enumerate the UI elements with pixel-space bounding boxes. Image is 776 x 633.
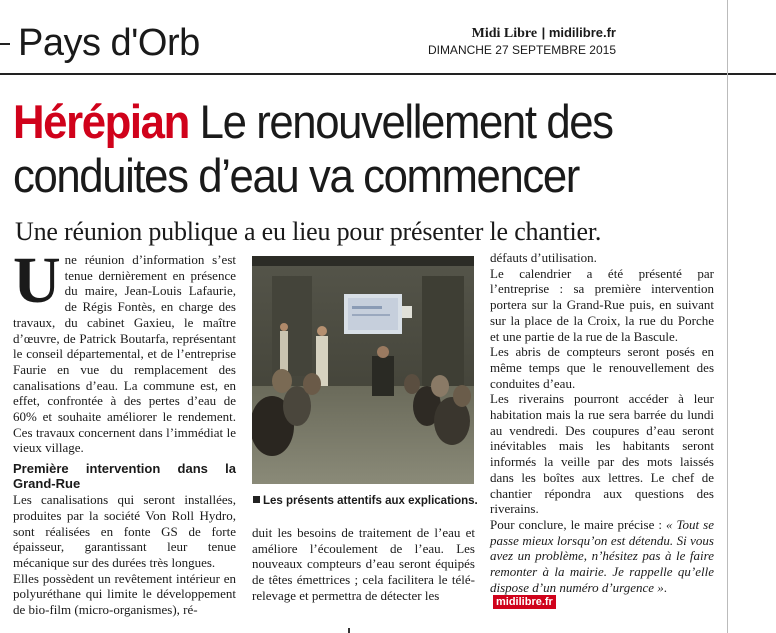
article-column-1: [13, 244, 236, 618]
masthead-sep: |: [541, 25, 549, 40]
publication-date: DIMANCHE 27 SEPTEMBRE 2015: [427, 43, 616, 57]
col3-conclusion-intro: Pour conclure, le maire précise :: [490, 516, 666, 532]
col3-paragraph-5: [490, 517, 714, 596]
section-title: Pays d'Orb: [18, 22, 200, 64]
masthead-site: midilibre.fr: [548, 25, 616, 40]
article-column-2: [252, 525, 475, 604]
headline-line2: conduites d’eau va commencer: [13, 149, 579, 202]
col2-paragraph-1: duit les besoins de traitement de l’eau et améliore l’écoulement de l’eau. Les nouveaux compteurs d’eau seront équipés de têtes émettrices ; cela facilitera le télé-relevage et permettra de détecter les: [252, 525, 475, 603]
article-column-3: [490, 250, 714, 595]
col1-paragraph-3: Elles possèdent un revêtement intérieur en polyuréthane qui limite le développement de bio-film (micro-organismes), ré-: [13, 570, 236, 618]
col3-conclusion-end: .: [663, 579, 668, 595]
page-edge-rule: [727, 0, 728, 633]
col3-paragraph-2: Le calendrier a été présenté par l’entreprise : sa première intervention portera sur la Grand-Rue puis, en suivant sur la place de la Croix, la rue du Porche et une partie de la rue de la Bascule.: [490, 265, 714, 344]
masthead: [428, 24, 616, 57]
section-marker: [0, 43, 10, 45]
masthead-brand: Midi Libre: [471, 26, 538, 41]
headline-text1: Le renouvellement des: [199, 95, 613, 148]
col3-paragraph-4: Les riverains pourront accéder à leur habitation mais la rue sera barrée du lundi au vendredi. Des coupures d’eau seront inévitables mais les habitants seront informés la veille par des mots laissés dans les boîtes aux lettres. Le chef de chantier répondra aux questions des riverains.: [490, 391, 714, 517]
headline-line1: [13, 95, 664, 149]
caption-text: Les présents attentifs aux explications.: [263, 495, 478, 507]
meeting-photo-illustration: [252, 256, 474, 484]
photo-caption: [253, 495, 478, 507]
col1-paragraph-2: Les canalisations qui seront installées, produites par la société Von Roll Hydro, sont réalisées en fonte GS de forte épaisseur, garantissant leur tenue mécanique sur des durées très longues.: [13, 492, 236, 570]
col3-paragraph-1: défauts d’utilisation.: [490, 250, 597, 265]
midilibre-logo: midilibre.fr: [493, 595, 556, 609]
section-heading: Première intervention dans la Grand-Rue: [13, 461, 236, 492]
col3-paragraph-3: Les abris de compteurs seront posés en même temps que le renouvellement des conduites d’eau.: [490, 344, 714, 391]
headline: [13, 95, 664, 203]
header-rule: [0, 73, 776, 75]
mayor-quote: « Tout se passe mieux lorsqu’on est détendu. Si vous avez un problème, n’hésitez pas à le faire remonter à la mairie. Je rappelle qu’elle dispose d’un numéro d’urgence »: [490, 516, 714, 595]
masthead-brand-line: [428, 24, 616, 42]
col1-paragraph-1: ne réunion d’information s’est tenue dernièrement en présence du maire, Jean-Louis Lafaurie, de Régis Fontès, en charge des travaux, du cabinet Gaxieu, le maître d’œuvre, de Patrick Boutarfa, représentant le conseil départemental, et de l’entreprise Faurie en vue du remplacement des canalisations d’eau. La commune est, en effet, confrontée à des pertes d’eau de 60% et souhaite améliorer le rendement. Ces travaux concernent dans l’immédiat le vieux village.: [13, 252, 236, 456]
article-photo: [252, 256, 474, 484]
fold-mark: [348, 628, 350, 633]
subheadline: Une réunion publique a eu lieu pour présenter le chantier.: [15, 217, 602, 246]
dropcap: U: [13, 244, 61, 317]
headline-town: Hérépian: [13, 95, 189, 148]
caption-bullet: [253, 496, 260, 503]
